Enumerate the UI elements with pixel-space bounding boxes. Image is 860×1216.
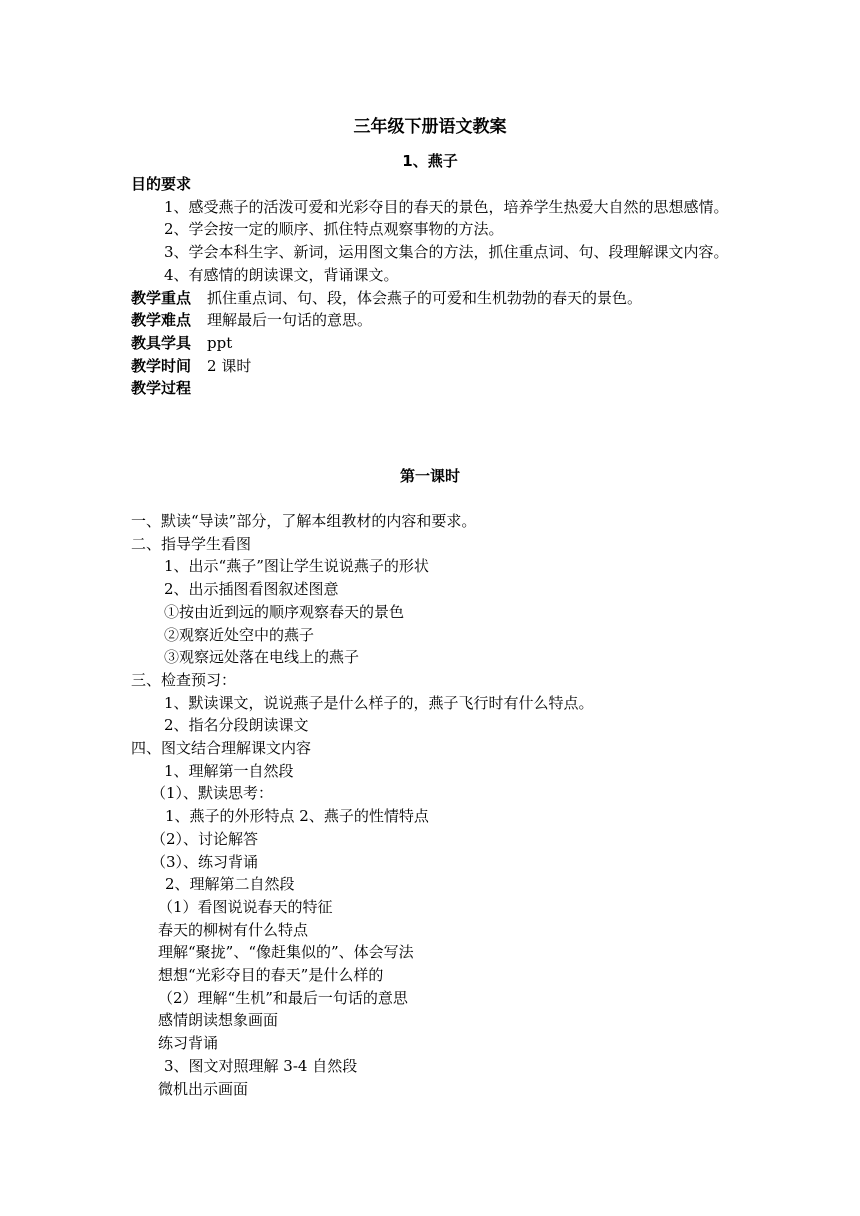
step-line: ②观察近处空中的燕子 [164, 625, 315, 644]
goal-item: 2、学会按一定的顺序、抓住特点观察事物的方法。 [164, 220, 504, 239]
step-line: 1、燕子的外形特点 2、燕子的性情特点 [165, 807, 429, 826]
key-points-label: 教学重点 [131, 288, 192, 307]
process-label: 教学过程 [131, 379, 192, 398]
step-line: 1、默读课文，说说燕子是什么样子的，燕子飞行时有什么特点。 [164, 693, 594, 712]
step-line: 微机出示画面 [158, 1079, 249, 1098]
goal-item: 4、有感情的朗读课文，背诵课文。 [164, 265, 399, 284]
step-line: 三、检查预习： [131, 670, 237, 689]
step-line: （1）看图说说春天的特征 [158, 897, 333, 916]
step-line: 理解“聚拢”、“像赶集似的”、体会写法 [158, 943, 414, 962]
document-title: 三年级下册语文教案 [353, 117, 507, 137]
time-value: 2 课时 [207, 356, 252, 375]
tools-value: ppt [207, 333, 233, 352]
goals-label: 目的要求 [131, 175, 192, 193]
step-line: ①按由近到远的顺序观察春天的景色 [164, 602, 405, 621]
time-row [131, 355, 731, 378]
goal-item: 3、学会本科生字、新词，运用图文集合的方法，抓住重点词、句、段理解课文内容。 [164, 243, 729, 262]
step-line: 四、图文结合理解课文内容 [131, 739, 312, 758]
tools-row [131, 332, 731, 355]
step-line: 2、出示插图看图叙述图意 [164, 580, 339, 599]
key-points-value: 抓住重点词、句、段，体会燕子的可爱和生机勃勃的春天的景色。 [207, 288, 643, 307]
step-line: 二、指导学生看图 [131, 534, 252, 553]
step-line: 一、默读“导读”部分，了解本组教材的内容和要求。 [131, 512, 477, 530]
teaching-steps [131, 510, 731, 1100]
step-line: 春天的柳树有什么特点 [158, 920, 309, 939]
key-points-row [131, 287, 731, 310]
step-line: （1）、默读思考： [151, 784, 274, 803]
lesson-info [131, 173, 731, 400]
step-line: ③观察远处落在电线上的燕子 [164, 648, 360, 667]
period-title: 第一课时 [399, 467, 460, 485]
lesson-title: 1、燕子 [402, 152, 458, 170]
step-line: 2、理解第二自然段 [165, 875, 295, 894]
step-line: 1、理解第一自然段 [164, 761, 294, 780]
step-line: （3）、练习背诵 [151, 852, 259, 871]
step-line: 想想“光彩夺目的春天”是什么样的 [158, 966, 384, 985]
step-line: 3、图文对照理解 3-4 自然段 [164, 1056, 358, 1075]
difficulty-row [131, 309, 731, 332]
time-label: 教学时间 [131, 356, 192, 375]
difficulty-label: 教学难点 [131, 311, 192, 330]
goal-item: 1、感受燕子的活泼可爱和光彩夺目的春天的景色，培养学生热爱大自然的思想感情。 [164, 197, 729, 216]
difficulty-value: 理解最后一句话的意思。 [207, 311, 373, 330]
step-line: （2）理解“生机”和最后一句话的意思 [158, 988, 408, 1007]
step-line: 1、出示“燕子”图让学生说说燕子的形状 [164, 557, 429, 576]
step-line: 感情朗读想象画面 [158, 1011, 279, 1030]
step-line: （2）、讨论解答 [151, 829, 259, 848]
tools-label: 教具学具 [131, 333, 192, 352]
step-line: 2、指名分段朗读课文 [164, 716, 309, 735]
step-line: 练习背诵 [158, 1034, 219, 1053]
